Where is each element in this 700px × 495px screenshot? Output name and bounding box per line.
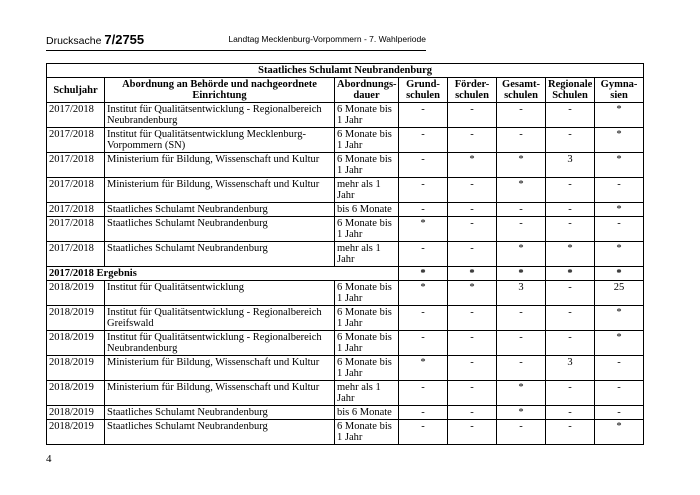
- cell-foerder: -: [448, 306, 497, 331]
- cell-foerder: *: [448, 153, 497, 178]
- cell-agency: Institut für Qualitätsentwicklung - Regionalbereich Greifswald: [105, 306, 335, 331]
- cell-gymnasien: -: [595, 356, 644, 381]
- cell-regional: -: [546, 281, 595, 306]
- col-header-regional: Regionale Schulen: [546, 78, 595, 103]
- cell-gymnasien: -: [595, 178, 644, 203]
- cell-agency: Staatliches Schulamt Neubrandenburg: [105, 406, 335, 420]
- result-foerder: *: [448, 267, 497, 281]
- cell-foerder: -: [448, 356, 497, 381]
- cell-year: 2018/2019: [47, 331, 105, 356]
- cell-grund: -: [399, 128, 448, 153]
- table-row: [47, 331, 644, 356]
- col-header-gymnasien: Gymna-sien: [595, 78, 644, 103]
- cell-agency: Institut für Qualitätsentwicklung: [105, 281, 335, 306]
- cell-duration: 6 Monate bis 1 Jahr: [335, 306, 399, 331]
- cell-duration: 6 Monate bis 1 Jahr: [335, 331, 399, 356]
- cell-regional: 3: [546, 356, 595, 381]
- table-body-2017: [47, 103, 644, 267]
- cell-grund: *: [399, 217, 448, 242]
- page-header: [46, 28, 426, 48]
- cell-year: 2017/2018: [47, 103, 105, 128]
- cell-regional: *: [546, 242, 595, 267]
- cell-gymnasien: 25: [595, 281, 644, 306]
- cell-foerder: -: [448, 406, 497, 420]
- cell-gymnasien: -: [595, 381, 644, 406]
- cell-foerder: -: [448, 178, 497, 203]
- cell-gymnasien: *: [595, 242, 644, 267]
- cell-gymnasien: *: [595, 128, 644, 153]
- cell-year: 2018/2019: [47, 306, 105, 331]
- cell-grund: -: [399, 331, 448, 356]
- cell-foerder: -: [448, 242, 497, 267]
- col-header-gesamt: Gesamt-schulen: [497, 78, 546, 103]
- cell-agency: Institut für Qualitätsentwicklung - Regionalbereich Neubrandenburg: [105, 103, 335, 128]
- cell-gesamt: -: [497, 103, 546, 128]
- cell-gesamt: -: [497, 306, 546, 331]
- table-row: [47, 153, 644, 178]
- cell-regional: -: [546, 128, 595, 153]
- cell-regional: -: [546, 420, 595, 445]
- page-number: 4: [46, 453, 52, 465]
- cell-gymnasien: *: [595, 203, 644, 217]
- cell-agency: Ministerium für Bildung, Wissenschaft und Kultur: [105, 381, 335, 406]
- cell-regional: -: [546, 103, 595, 128]
- result-label: 2017/2018 Ergebnis: [47, 267, 399, 281]
- cell-gesamt: -: [497, 203, 546, 217]
- cell-year: 2017/2018: [47, 178, 105, 203]
- cell-foerder: -: [448, 203, 497, 217]
- cell-agency: Institut für Qualitätsentwicklung - Regionalbereich Neubrandenburg: [105, 331, 335, 356]
- cell-regional: -: [546, 306, 595, 331]
- cell-grund: -: [399, 242, 448, 267]
- cell-gesamt: -: [497, 331, 546, 356]
- cell-gesamt: 3: [497, 281, 546, 306]
- cell-year: 2018/2019: [47, 356, 105, 381]
- col-header-agency: Abordnung an Behörde und nachgeordnete Einrichtung: [105, 78, 335, 103]
- table-body-2018: [47, 281, 644, 445]
- cell-year: 2017/2018: [47, 217, 105, 242]
- result-row: [47, 267, 644, 281]
- col-header-duration: Abordnungs-dauer: [335, 78, 399, 103]
- table-title: Staatliches Schulamt Neubrandenburg: [47, 64, 644, 78]
- cell-grund: -: [399, 178, 448, 203]
- result-grund: *: [399, 267, 448, 281]
- table-row: [47, 103, 644, 128]
- cell-grund: -: [399, 153, 448, 178]
- cell-foerder: -: [448, 217, 497, 242]
- table-row: [47, 242, 644, 267]
- cell-regional: -: [546, 381, 595, 406]
- cell-gesamt: -: [497, 128, 546, 153]
- table-row: [47, 406, 644, 420]
- cell-grund: -: [399, 203, 448, 217]
- table-row: [47, 217, 644, 242]
- table-row: [47, 178, 644, 203]
- table-header-row: [47, 78, 644, 103]
- cell-year: 2017/2018: [47, 203, 105, 217]
- cell-gesamt: *: [497, 381, 546, 406]
- cell-gesamt: -: [497, 420, 546, 445]
- table-row: [47, 203, 644, 217]
- table-row: [47, 381, 644, 406]
- cell-grund: -: [399, 381, 448, 406]
- cell-gymnasien: *: [595, 103, 644, 128]
- cell-gymnasien: *: [595, 420, 644, 445]
- cell-duration: bis 6 Monate: [335, 406, 399, 420]
- document-number: [46, 32, 144, 47]
- cell-gymnasien: -: [595, 406, 644, 420]
- table-row: [47, 306, 644, 331]
- cell-year: 2018/2019: [47, 381, 105, 406]
- cell-year: 2017/2018: [47, 153, 105, 178]
- cell-regional: -: [546, 178, 595, 203]
- cell-duration: 6 Monate bis 1 Jahr: [335, 128, 399, 153]
- cell-gymnasien: *: [595, 153, 644, 178]
- cell-duration: mehr als 1 Jahr: [335, 381, 399, 406]
- col-header-foerder: Förder-schulen: [448, 78, 497, 103]
- cell-year: 2018/2019: [47, 281, 105, 306]
- cell-regional: -: [546, 203, 595, 217]
- table-row: [47, 420, 644, 445]
- cell-duration: 6 Monate bis 1 Jahr: [335, 103, 399, 128]
- table-row: [47, 281, 644, 306]
- cell-gymnasien: -: [595, 217, 644, 242]
- cell-agency: Staatliches Schulamt Neubrandenburg: [105, 203, 335, 217]
- secondment-table: [46, 63, 644, 445]
- cell-duration: 6 Monate bis 1 Jahr: [335, 217, 399, 242]
- cell-gymnasien: *: [595, 306, 644, 331]
- cell-agency: Ministerium für Bildung, Wissenschaft und Kultur: [105, 356, 335, 381]
- result-gesamt: *: [497, 267, 546, 281]
- cell-gesamt: -: [497, 356, 546, 381]
- cell-foerder: *: [448, 281, 497, 306]
- cell-year: 2018/2019: [47, 420, 105, 445]
- cell-regional: -: [546, 331, 595, 356]
- cell-duration: 6 Monate bis 1 Jahr: [335, 153, 399, 178]
- cell-grund: -: [399, 406, 448, 420]
- cell-foerder: -: [448, 103, 497, 128]
- cell-gesamt: *: [497, 178, 546, 203]
- table-row: [47, 356, 644, 381]
- cell-duration: 6 Monate bis 1 Jahr: [335, 281, 399, 306]
- cell-foerder: -: [448, 128, 497, 153]
- document-prefix: Drucksache: [46, 35, 102, 47]
- cell-duration: mehr als 1 Jahr: [335, 242, 399, 267]
- table-row: [47, 128, 644, 153]
- cell-grund: -: [399, 420, 448, 445]
- cell-grund: *: [399, 281, 448, 306]
- cell-duration: mehr als 1 Jahr: [335, 178, 399, 203]
- cell-foerder: -: [448, 331, 497, 356]
- result-regional: *: [546, 267, 595, 281]
- cell-agency: Staatliches Schulamt Neubrandenburg: [105, 420, 335, 445]
- cell-year: 2017/2018: [47, 242, 105, 267]
- cell-gesamt: *: [497, 153, 546, 178]
- cell-agency: Staatliches Schulamt Neubrandenburg: [105, 242, 335, 267]
- cell-grund: *: [399, 356, 448, 381]
- cell-agency: Ministerium für Bildung, Wissenschaft und Kultur: [105, 153, 335, 178]
- cell-foerder: -: [448, 420, 497, 445]
- cell-foerder: -: [448, 381, 497, 406]
- parliament-label: Landtag Mecklenburg-Vorpommern - 7. Wahlperiode: [228, 34, 426, 44]
- document-id: 7/2755: [104, 32, 145, 47]
- cell-grund: -: [399, 103, 448, 128]
- col-header-grund: Grund-schulen: [399, 78, 448, 103]
- cell-duration: 6 Monate bis 1 Jahr: [335, 420, 399, 445]
- result-gymnasien: *: [595, 267, 644, 281]
- header-rule: [46, 50, 426, 51]
- cell-grund: -: [399, 306, 448, 331]
- cell-gymnasien: *: [595, 331, 644, 356]
- cell-year: 2018/2019: [47, 406, 105, 420]
- cell-regional: -: [546, 217, 595, 242]
- cell-gesamt: -: [497, 217, 546, 242]
- cell-agency: Ministerium für Bildung, Wissenschaft und Kultur: [105, 178, 335, 203]
- cell-duration: bis 6 Monate: [335, 203, 399, 217]
- cell-gesamt: *: [497, 406, 546, 420]
- cell-duration: 6 Monate bis 1 Jahr: [335, 356, 399, 381]
- cell-gesamt: *: [497, 242, 546, 267]
- col-header-year: Schuljahr: [47, 78, 105, 103]
- cell-agency: Institut für Qualitätsentwicklung Mecklenburg-Vorpommern (SN): [105, 128, 335, 153]
- cell-year: 2017/2018: [47, 128, 105, 153]
- cell-regional: -: [546, 406, 595, 420]
- cell-agency: Staatliches Schulamt Neubrandenburg: [105, 217, 335, 242]
- cell-regional: 3: [546, 153, 595, 178]
